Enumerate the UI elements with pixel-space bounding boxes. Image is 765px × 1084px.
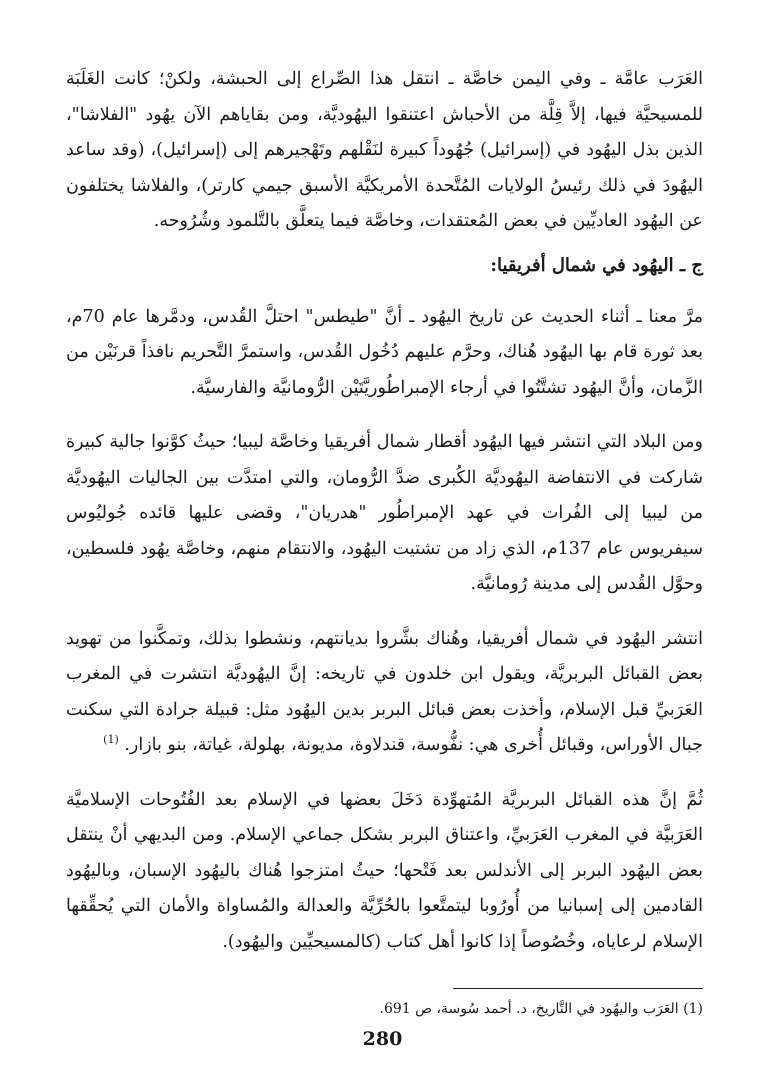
footnote-reference: (1)	[103, 733, 119, 747]
section-heading: ج ـ اليهُود في شمال أفريقيا:	[490, 254, 703, 276]
body-paragraph-1: مرَّ معنا ـ أثناء الحديث عن تاريخ اليهُود ـ أنَّ "طيطس" احتلَّ القُدس، ودمَّرها عام 70م، بعد ثورة قام بها اليهُود هُناك، وحرَّم عليهم دُخُول القُدس، واستمرَّ التَّحريم نافذاً قرنَيْن من الزَّمان، وأنَّ اليهُود تشتَّتُوا في أرجاء الإمبراطُوريَّتَيْن الرُّومانيَّة والفارسيَّة.	[66, 306, 703, 398]
intro-paragraph: العَرَب عامَّة ـ وفي اليمن خاصَّة ـ انتقل هذا الصِّراع إلى الحبشة، ولكنْ؛ كانت الغَلَبَة للمسيحيَّة فيها، إلاَّ قِلَّة من الأحباش اعتنقوا اليهُوديَّة، ومن بقاياهم الآن يهُود "الفلاشا"، الذين بذل اليهُود في (إسرائيل) جُهُوداً كبيرة لنَقْلهم وتَهْجيرهم إلى (إسرائيل)، (وقد ساعد اليهُودَ في ذلك رئيسُ الولايات المُتَّحدة الأمريكيَّة الأسبق جيمي كارتر)، والفلاشا يختلفون عن اليهُود العاديِّين في بعض المُعتقدات، وخاصَّة فيما يتعلَّق بالتَّلمود وشُرُوحه.	[66, 69, 703, 231]
body-paragraph-3-text: انتشر اليهُود في شمال أفريقيا، وهُناك بشَّروا بديانتهم، ونشطوا بذلك، وتمكَّنوا من تهويد بعض القبائل البربريَّة، ويقول ابن خلدون في تاريخه: إنَّ اليهُوديَّة انتشرت في المغرب العَرَبيِّ قبل الإسلام، وأخذت بعض قبائل البربر بدين اليهُود مثل: قبيلة جرادة التي سكنت جبال الأوراس، وقبائل أُخرى هي: نفُّوسة، قندلاوة، مديونة، بهلولة، غياتة، بنو بازار.	[66, 628, 703, 755]
body-paragraph-3	[66, 622, 703, 764]
footnote: (1) العَرَب واليهُود في التَّاريخ، د. أحمد سُوسة، ص 691.	[379, 1001, 703, 1017]
footnote-divider	[453, 988, 703, 989]
page-number: 280	[362, 1028, 403, 1050]
body-paragraph-2: ومن البلاد التي انتشر فيها اليهُود أقطار شمال أفريقيا وخاصَّة ليبيا؛ حيثُ كوَّنوا جالية كبيرة شاركت في الانتفاضة اليهُوديَّة الكُبرى ضدَّ الرُّومان، والتي امتدَّت بين الجاليات اليهُوديَّة من ليبيا إلى الفُرات في عهد الإمبراطُور "هدريان"، وقضى عليها قائده جُوليُوس سيفريوس عام 137م، الذي زاد من تشتيت اليهُود، والانتقام منهم، وخاصَّة يهُود فلسطين، وحوَّل القُدس إلى مدينة رُومانيَّة.	[66, 432, 703, 594]
body-paragraph-4: ثُمَّ إنَّ هذه القبائل البربريَّة المُتهوِّدة دَخَلَ بعضها في الإسلام بعد الفُتُوحات الإسلاميَّة العَرَبيَّة في المغرب العَرَبيِّ، واعتناق البربر بشكل جماعي الإسلام. ومن البديهي أنْ ينتقل بعض اليهُود البربر إلى الأندلس بعد فَتْحها؛ حيثُ امتزجوا هُناك باليهُود الإسبان، وباليهُود القادمين إلى إسبانيا من أُورُوبا ليتمتَّعوا بالحُرِّيَّة والعدالة والمُساواة والأمان التي يُحقِّقها الإسلام لرعاياه، وخُصُوصاً إذا كانوا أهل كتاب (كالمسيحيِّين واليهُود).	[66, 789, 703, 952]
